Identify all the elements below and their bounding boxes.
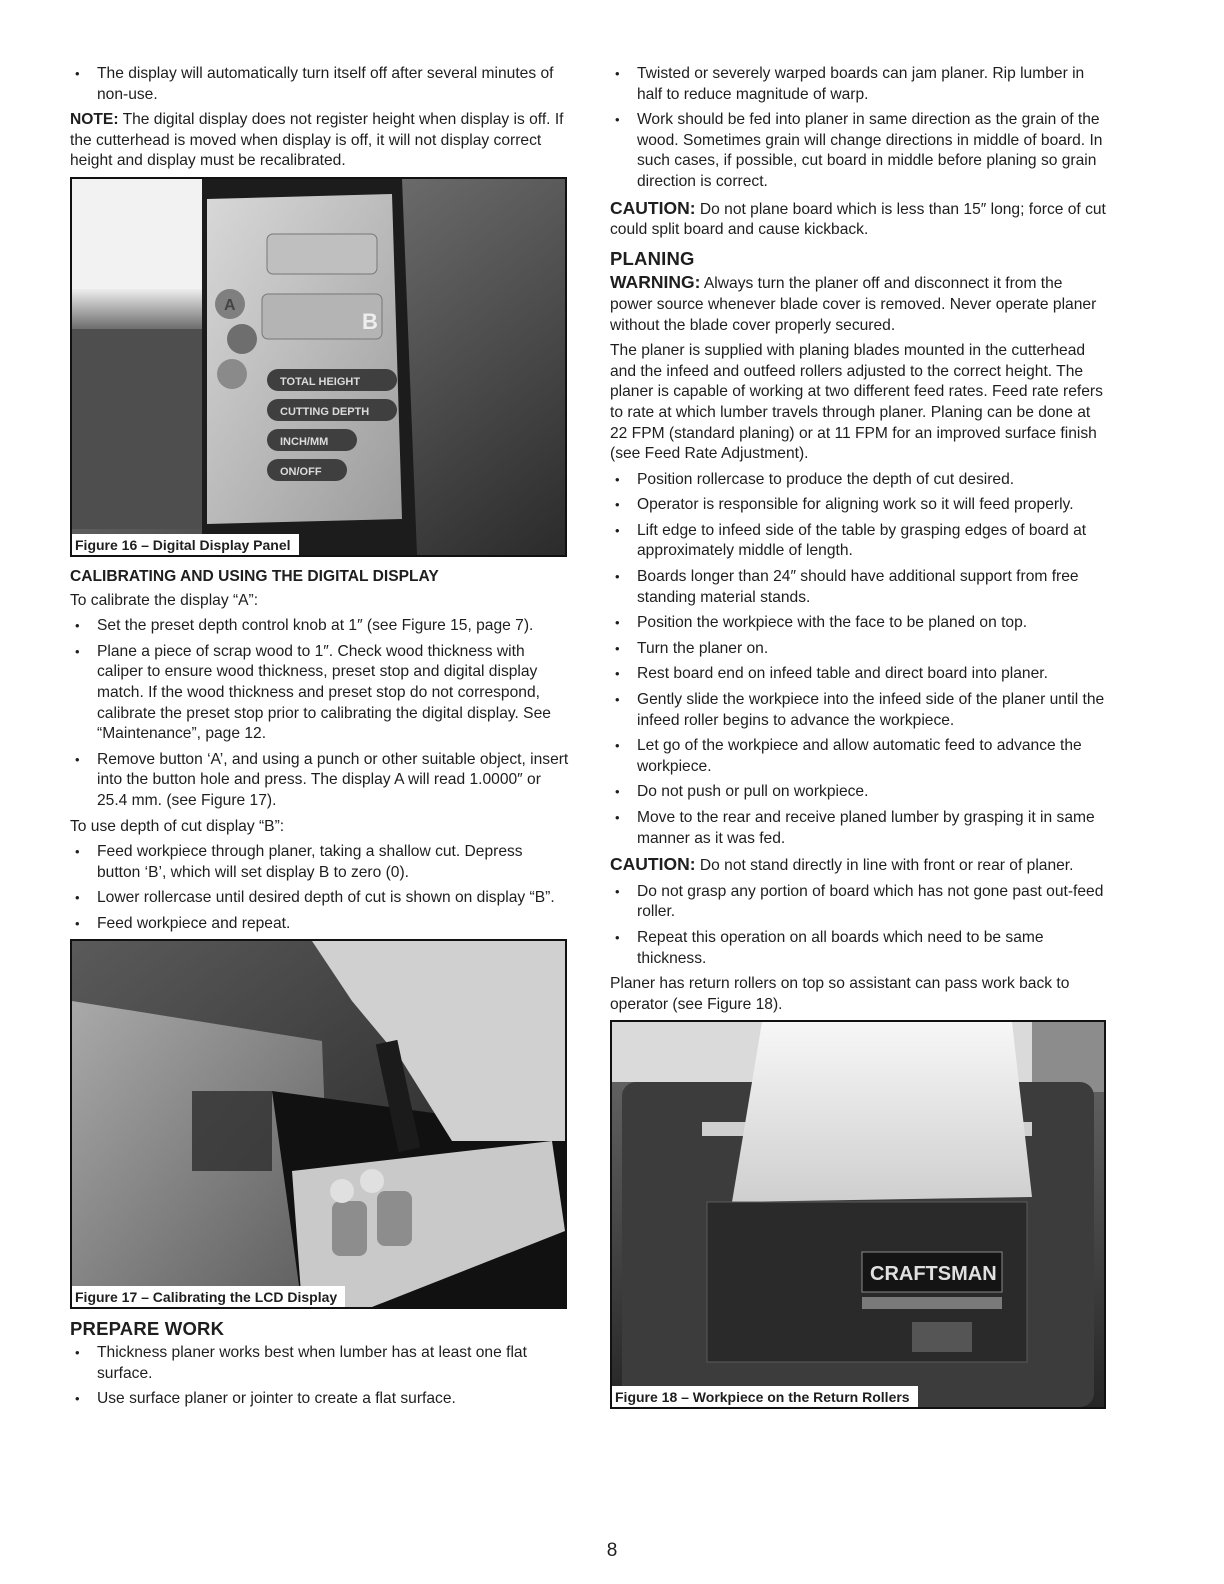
figure-17 bbox=[70, 939, 567, 1309]
list-item: • Thickness planer works best when lumber has at least one flat surface. bbox=[70, 1343, 570, 1384]
caution-label-1: CAUTION: bbox=[610, 197, 696, 218]
list-item: • Use surface planer or jointer to create a flat surface. bbox=[70, 1389, 570, 1410]
display-letter-a: A bbox=[224, 296, 236, 314]
list-item: • Work should be fed into planer in same direction as the grain of the wood. Sometimes grain will change directions in middle of board. In such cases, if possible, cut board in middle before planing so grain direction is correct. bbox=[610, 110, 1106, 192]
list-item: • Position the workpiece with the face to be planed on top. bbox=[610, 613, 1106, 634]
list-item: • Do not push or pull on workpiece. bbox=[610, 782, 1106, 803]
caution-label-2: CAUTION: bbox=[610, 854, 696, 875]
planing-heading: PLANING bbox=[610, 247, 695, 269]
note-text: The digital display does not register height when display is off. If the cutterhead is moved when display is off, it will not display correct height and display must be recalibrated. bbox=[70, 111, 564, 170]
caution-text-1: Do not plane board which is less than 15″ long; force of cut could split board and cause kickback. bbox=[610, 200, 1106, 239]
calibrate-heading: CALIBRATING AND USING THE DIGITAL DISPLAY bbox=[70, 567, 439, 585]
list-item: • Twisted or severely warped boards can jam planer. Rip lumber in half to reduce magnitude of warp. bbox=[610, 64, 1106, 105]
planing-paragraph: The planer is supplied with planing blades mounted in the cutterhead and the infeed and outfeed rollers adjusted to the correct height. The planer is capable of working at two different feed rates. Feed rate refers to rate at which lumber travels through planer. Planing can be done at 22 FPM (standard planing) or at 11 FPM for an improved surface finish (see Feed Rate Adjustment). bbox=[610, 342, 1103, 463]
intro-list bbox=[70, 64, 570, 105]
list-item: • Feed workpiece and repeat. bbox=[70, 914, 570, 935]
caution-2-list bbox=[610, 882, 1106, 969]
list-item: • Do not grasp any portion of board which has not gone past out-feed roller. bbox=[610, 882, 1106, 923]
workpiece-return-rollers-photo bbox=[612, 1022, 1104, 1407]
panel-label-on-off: ON/OFF bbox=[280, 465, 322, 478]
list-item: • Plane a piece of scrap wood to 1″. Check wood thickness with caliper to ensure wood thickness, preset stop and digital display match. If the wood thickness and preset stop do not correspond, calibrate the preset stop prior to calibrating the digital display. See “Maintenance”, page 12. bbox=[70, 642, 570, 745]
depth-intro: To use depth of cut display “B”: bbox=[70, 817, 285, 835]
figure-16-caption: Figure 16 – Digital Display Panel bbox=[72, 534, 299, 555]
caution-text-2: Do not stand directly in line with front or rear of planer. bbox=[699, 857, 1074, 875]
display-letter-b: B bbox=[362, 308, 378, 334]
figure-17-caption: Figure 17 – Calibrating the LCD Display bbox=[72, 1286, 345, 1307]
note-label: NOTE: bbox=[70, 111, 119, 129]
list-item: • Let go of the workpiece and allow automatic feed to advance the workpiece. bbox=[610, 736, 1106, 777]
note-paragraph bbox=[70, 110, 570, 172]
list-item: • Boards longer than 24″ should have additional support from free standing material stands. bbox=[610, 567, 1106, 608]
caution-paragraph-2 bbox=[610, 854, 1106, 877]
calibrate-list bbox=[70, 616, 570, 811]
calibrate-intro: To calibrate the display “A”: bbox=[70, 591, 259, 609]
figure-16 bbox=[70, 177, 567, 557]
list-item: • The display will automatically turn itself off after several minutes of non-use. bbox=[70, 64, 570, 105]
list-item: • Gently slide the workpiece into the infeed side of the planer until the infeed roller begins to advance the workpiece. bbox=[610, 690, 1106, 731]
list-item: • Remove button ‘A’, and using a punch or other suitable object, insert into the button hole and press. The display A will read 1.0000″ or 25.4 mm. (see Figure 17). bbox=[70, 750, 570, 812]
calibrating-lcd-photo bbox=[72, 941, 565, 1307]
caution-paragraph-1 bbox=[610, 198, 1106, 241]
list-item: • Lift edge to infeed side of the table by grasping edges of board at approximately middle of length. bbox=[610, 521, 1106, 562]
planing-list bbox=[610, 470, 1106, 850]
list-item: • Turn the planer on. bbox=[610, 639, 1106, 660]
left-column bbox=[70, 64, 570, 1415]
list-item: • Set the preset depth control knob at 1″ (see Figure 15, page 7). bbox=[70, 616, 570, 637]
list-item: • Operator is responsible for aligning work so it will feed properly. bbox=[610, 495, 1106, 516]
figure-18-caption: Figure 18 – Workpiece on the Return Rollers bbox=[612, 1386, 918, 1407]
prepare-list bbox=[70, 1343, 570, 1410]
list-item: • Move to the rear and receive planed lumber by grasping it in same manner as it was fed. bbox=[610, 808, 1106, 849]
panel-label-inch-mm: INCH/MM bbox=[280, 435, 329, 448]
warning-label: WARNING: bbox=[610, 272, 701, 293]
prepare-work-heading: PREPARE WORK bbox=[70, 1318, 225, 1340]
top-list bbox=[610, 64, 1106, 193]
figure-18 bbox=[610, 1020, 1106, 1409]
digital-display-panel-photo bbox=[72, 179, 565, 555]
depth-list bbox=[70, 842, 570, 934]
panel-label-cutting-depth: CUTTING DEPTH bbox=[280, 405, 370, 418]
panel-label-total-height: TOTAL HEIGHT bbox=[280, 375, 361, 388]
list-item: • Rest board end on infeed table and direct board into planer. bbox=[610, 664, 1106, 685]
brand-text: CRAFTSMAN bbox=[870, 1263, 997, 1286]
warning-paragraph bbox=[610, 272, 1106, 336]
list-item: • Feed workpiece through planer, taking a shallow cut. Depress button ‘B’, which will set display B to zero (0). bbox=[70, 842, 570, 883]
page-number: 8 bbox=[606, 1540, 618, 1561]
list-item: • Repeat this operation on all boards which need to be same thickness. bbox=[610, 928, 1106, 969]
return-rollers-paragraph: Planer has return rollers on top so assistant can pass work back to operator (see Figure 18). bbox=[610, 975, 1070, 1013]
right-column bbox=[610, 64, 1106, 1419]
warning-text: Always turn the planer off and disconnect it from the power source whenever blade cover is removed. Never operate planer without the blade cover properly secured. bbox=[610, 275, 1097, 334]
list-item: • Position rollercase to produce the depth of cut desired. bbox=[610, 470, 1106, 491]
list-item: • Lower rollercase until desired depth of cut is shown on display “B”. bbox=[70, 888, 570, 909]
